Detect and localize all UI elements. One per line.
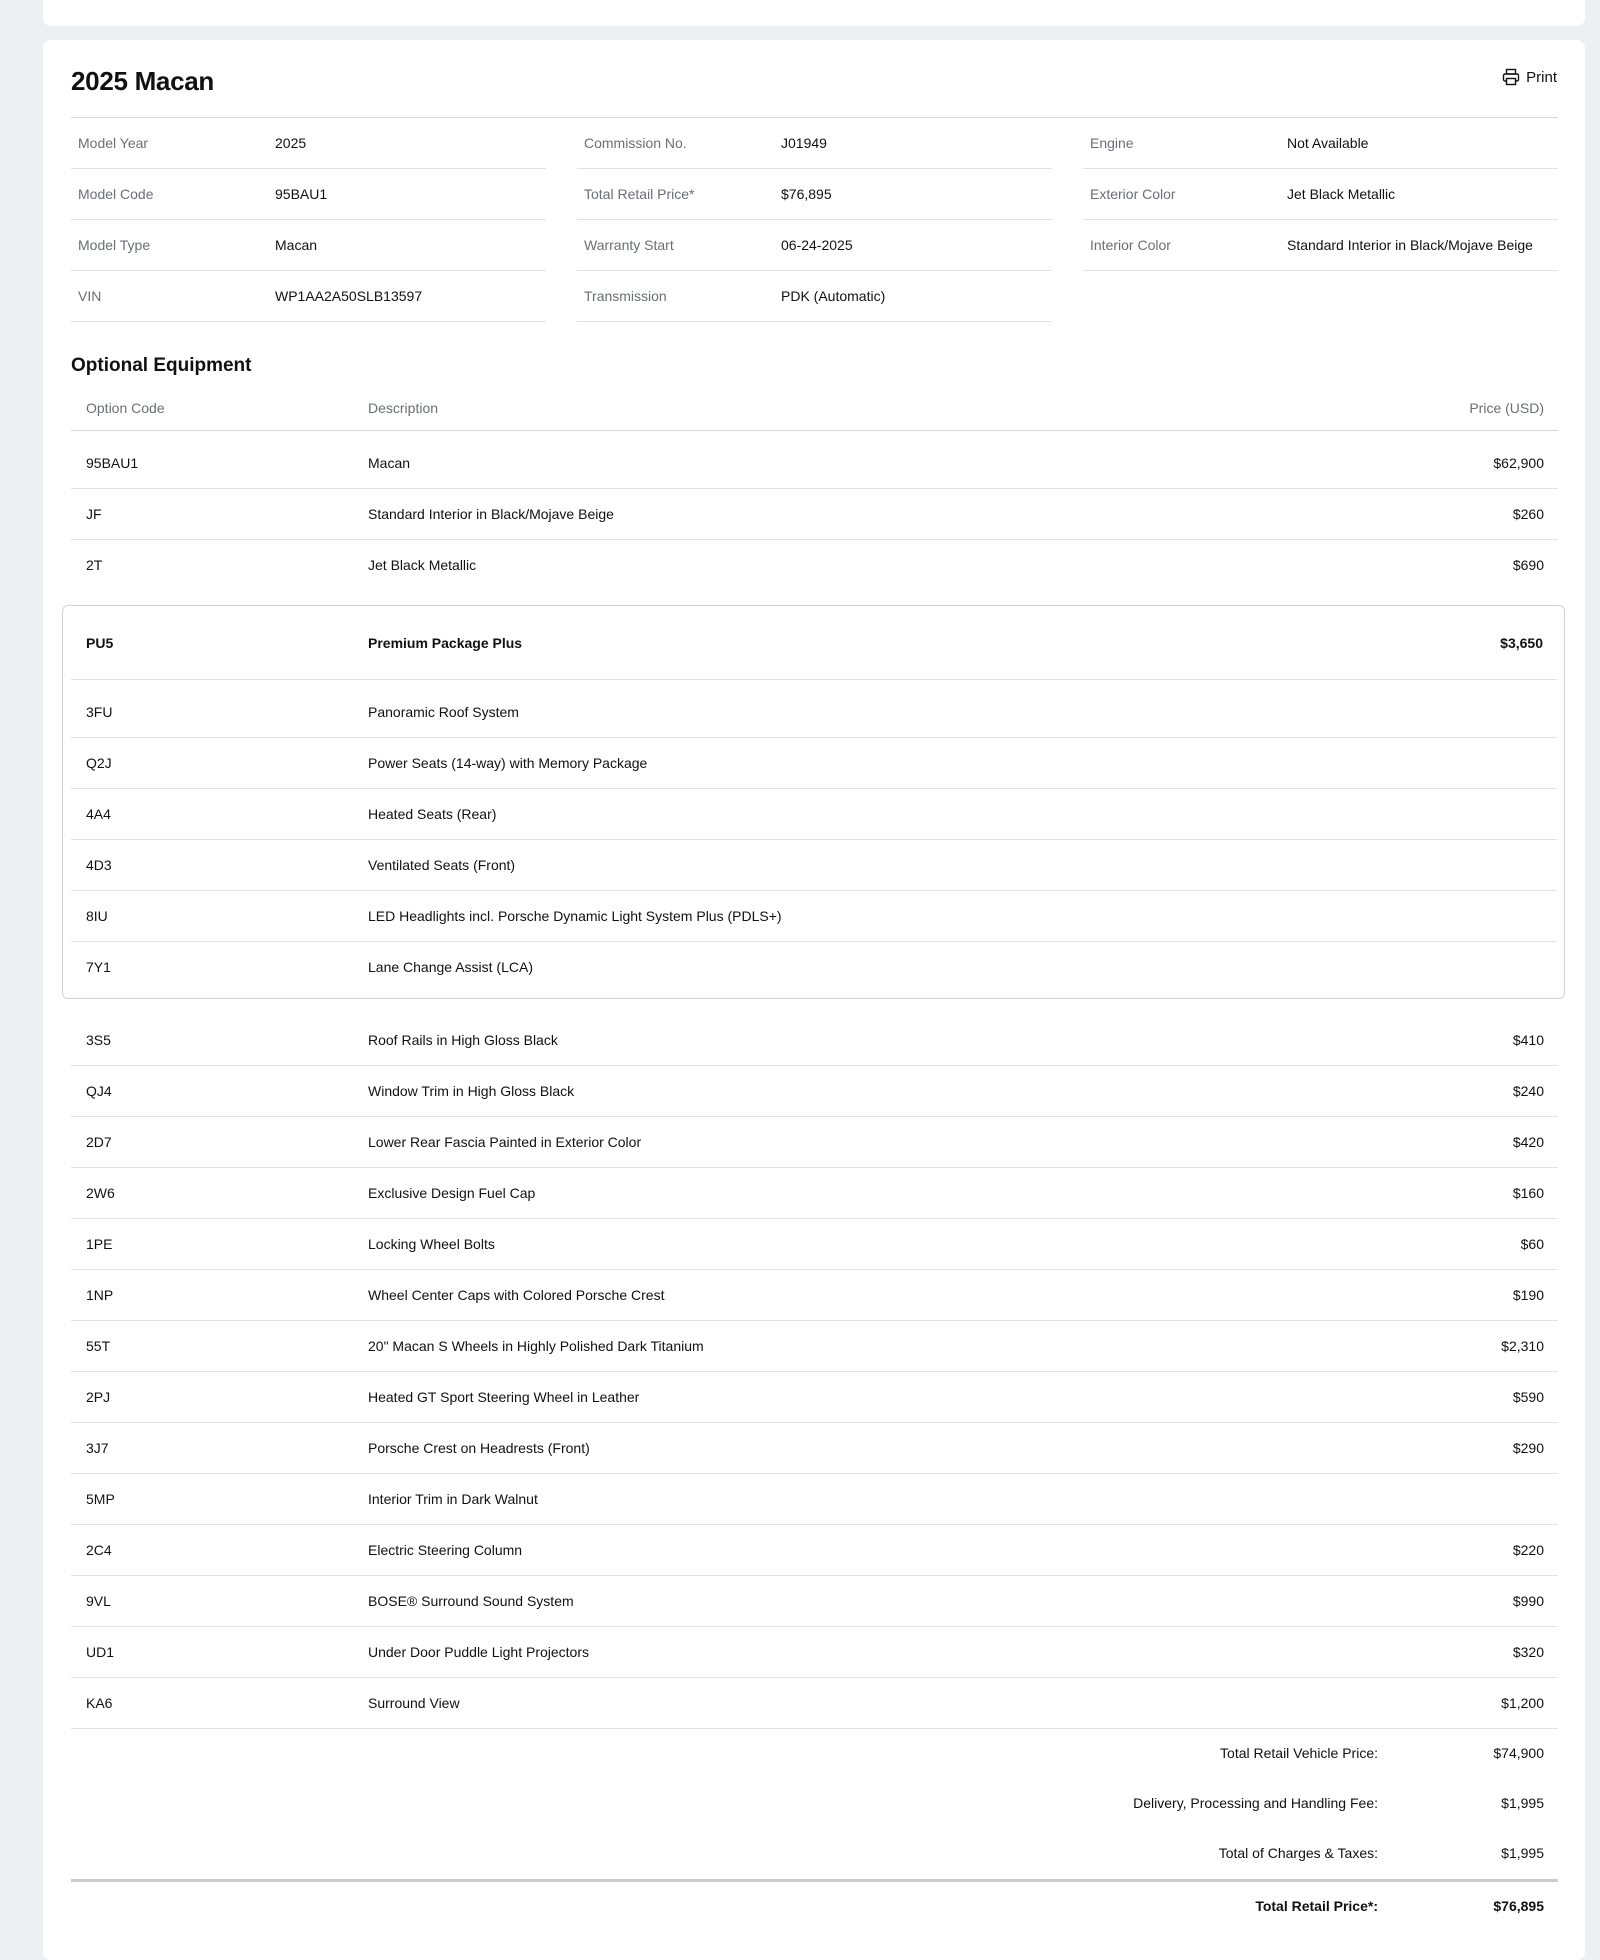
option-code: 3S5 [86, 1032, 111, 1048]
option-code: 4A4 [86, 806, 111, 822]
spec-column-2 [577, 118, 1052, 322]
option-description: Exclusive Design Fuel Cap [368, 1185, 536, 1201]
spec-row-interior-color [1083, 220, 1558, 271]
package-header-row [71, 606, 1557, 680]
spec-value: Standard Interior in Black/Mojave Beige [1287, 237, 1533, 253]
table-row [71, 1066, 1558, 1117]
option-price: $260 [1512, 506, 1544, 522]
package-price: $3,650 [1500, 634, 1543, 651]
spec-row-model-code [71, 169, 546, 220]
page-title: 2025 Macan [71, 66, 214, 96]
table-row [71, 1321, 1558, 1372]
table-row [71, 1423, 1558, 1474]
option-code: 8IU [86, 908, 108, 924]
option-description: Lower Rear Fascia Painted in Exterior Color [368, 1134, 642, 1150]
option-code: KA6 [86, 1695, 113, 1711]
option-price: $190 [1512, 1287, 1544, 1303]
table-row [71, 1117, 1558, 1168]
option-code: 2D7 [86, 1134, 112, 1150]
option-description: Standard Interior in Black/Mojave Beige [368, 506, 614, 522]
option-price: $990 [1512, 1593, 1544, 1609]
spec-label: Model Type [78, 237, 151, 253]
total-row-charges-taxes [71, 1828, 1558, 1878]
option-price: $1,200 [1501, 1695, 1544, 1711]
option-price: $320 [1512, 1644, 1544, 1660]
previous-card [43, 0, 1585, 26]
optional-equipment-title: Optional Equipment [71, 355, 252, 376]
table-row [71, 1678, 1558, 1729]
total-value: $74,900 [1493, 1745, 1544, 1761]
spec-label: VIN [78, 288, 102, 304]
total-row-delivery-fee [71, 1778, 1558, 1828]
option-price: $160 [1512, 1185, 1544, 1201]
option-code: 2PJ [86, 1389, 111, 1405]
option-description: Lane Change Assist (LCA) [368, 959, 533, 975]
spec-row-commission-no [577, 118, 1052, 169]
option-price: $220 [1512, 1542, 1544, 1558]
spec-value: Macan [275, 237, 318, 253]
package-item-row [71, 942, 1557, 992]
spec-value: 2025 [275, 135, 307, 151]
total-value: $1,995 [1501, 1795, 1544, 1811]
option-description: Locking Wheel Bolts [368, 1236, 495, 1252]
spec-value: J01949 [781, 135, 827, 151]
package-item-row [71, 891, 1557, 942]
spec-label: Model Year [78, 135, 149, 151]
option-description: Ventilated Seats (Front) [368, 857, 516, 873]
spec-row-model-type [71, 220, 546, 271]
option-code: 1PE [86, 1236, 113, 1252]
spec-value: Not Available [1287, 135, 1369, 151]
table-row [71, 1015, 1558, 1066]
option-price: $410 [1512, 1032, 1544, 1048]
option-code: 5MP [86, 1491, 115, 1507]
option-description: Roof Rails in High Gloss Black [368, 1032, 558, 1048]
table-row [71, 540, 1558, 590]
spec-value: 06-24-2025 [781, 237, 853, 253]
option-description: Power Seats (14-way) with Memory Package [368, 755, 648, 771]
option-code: 1NP [86, 1287, 114, 1303]
total-label: Delivery, Processing and Handling Fee: [1133, 1795, 1378, 1811]
print-button[interactable] [1502, 68, 1557, 86]
option-code: 4D3 [86, 857, 112, 873]
table-row [71, 1219, 1558, 1270]
spec-row-exterior-color [1083, 169, 1558, 220]
option-price: $420 [1512, 1134, 1544, 1150]
table-row [71, 489, 1558, 540]
option-description: Heated GT Sport Steering Wheel in Leather [368, 1389, 640, 1405]
option-code: 95BAU1 [86, 455, 139, 471]
final-total-label: Total Retail Price*: [1255, 1898, 1378, 1914]
package-item-row [71, 840, 1557, 891]
total-value: $1,995 [1501, 1845, 1544, 1861]
package-description: Premium Package Plus [368, 634, 523, 651]
option-code: JF [86, 506, 102, 522]
spec-value: $76,895 [781, 186, 832, 202]
option-code: UD1 [86, 1644, 115, 1660]
spec-label: Total Retail Price* [584, 186, 695, 202]
option-price: $590 [1512, 1389, 1544, 1405]
table-row [71, 1168, 1558, 1219]
option-description: Wheel Center Caps with Colored Porsche Crest [368, 1287, 665, 1303]
option-description: Under Door Puddle Light Projectors [368, 1644, 590, 1660]
spec-value: WP1AA2A50SLB13597 [275, 288, 423, 304]
print-label: Print [1526, 68, 1557, 86]
total-row-vehicle-price [71, 1728, 1558, 1778]
total-label: Total of Charges & Taxes: [1218, 1845, 1378, 1861]
spec-label: Warranty Start [584, 237, 674, 253]
spec-row-model-year [71, 118, 546, 169]
option-price: $240 [1512, 1083, 1544, 1099]
option-description: Panoramic Roof System [368, 704, 519, 720]
package-item-row [71, 789, 1557, 840]
spec-row-engine [1083, 118, 1558, 169]
option-code: QJ4 [86, 1083, 112, 1099]
spec-value: 95BAU1 [275, 186, 328, 202]
equipment-table-header [71, 385, 1558, 431]
option-code: 2W6 [86, 1185, 115, 1201]
table-row [71, 1270, 1558, 1321]
option-code: Q2J [86, 755, 112, 771]
option-code: 2T [86, 557, 103, 573]
option-code: 3J7 [86, 1440, 109, 1456]
option-code: 3FU [86, 704, 113, 720]
table-row [71, 1576, 1558, 1627]
spec-row-vin [71, 271, 546, 322]
option-description: Interior Trim in Dark Walnut [368, 1491, 538, 1507]
option-price: $290 [1512, 1440, 1544, 1456]
package-item-row [71, 738, 1557, 789]
option-description: Porsche Crest on Headrests (Front) [368, 1440, 590, 1456]
spec-row-transmission [577, 271, 1052, 322]
spec-column-1 [71, 118, 546, 322]
spec-row-total-retail-price [577, 169, 1052, 220]
table-row [71, 1474, 1558, 1525]
option-description: Heated Seats (Rear) [368, 806, 497, 822]
spec-label: Engine [1090, 135, 1134, 151]
spec-label: Model Code [78, 186, 154, 202]
option-description: BOSE® Surround Sound System [368, 1593, 574, 1609]
option-description: Electric Steering Column [368, 1542, 523, 1558]
option-code: 55T [86, 1338, 111, 1354]
option-price: $62,900 [1493, 455, 1544, 471]
total-label: Total Retail Vehicle Price: [1220, 1745, 1378, 1761]
table-row [71, 1627, 1558, 1678]
option-code: 7Y1 [86, 959, 111, 975]
total-row-retail-price [71, 1881, 1558, 1931]
final-total-value: $76,895 [1493, 1898, 1544, 1914]
header-description: Description [368, 399, 439, 416]
option-price: $690 [1512, 557, 1544, 573]
option-description: Macan [368, 455, 411, 471]
option-description: Surround View [368, 1695, 460, 1711]
option-code: 2C4 [86, 1542, 112, 1558]
package-item-row [71, 687, 1557, 738]
option-price: $60 [1520, 1236, 1544, 1252]
spec-label: Exterior Color [1090, 186, 1176, 202]
spec-label: Commission No. [584, 135, 687, 151]
spec-label: Transmission [584, 288, 667, 304]
printer-icon [1502, 68, 1520, 86]
option-price: $2,310 [1501, 1338, 1544, 1354]
header-option-code: Option Code [86, 399, 165, 416]
option-description: LED Headlights incl. Porsche Dynamic Light System Plus (PDLS+) [368, 908, 782, 924]
table-row [71, 1525, 1558, 1576]
option-description: Window Trim in High Gloss Black [368, 1083, 575, 1099]
spec-column-3 [1083, 118, 1558, 271]
option-description: 20" Macan S Wheels in Highly Polished Dark Titanium [368, 1338, 704, 1354]
header-price: Price (USD) [1469, 399, 1544, 416]
spec-value: PDK (Automatic) [781, 288, 886, 304]
table-row [71, 438, 1558, 489]
spec-value: Jet Black Metallic [1287, 186, 1396, 202]
spec-row-warranty-start [577, 220, 1052, 271]
option-code: 9VL [86, 1593, 111, 1609]
package-code: PU5 [86, 634, 114, 651]
option-description: Jet Black Metallic [368, 557, 477, 573]
table-row [71, 1372, 1558, 1423]
spec-label: Interior Color [1090, 237, 1171, 253]
